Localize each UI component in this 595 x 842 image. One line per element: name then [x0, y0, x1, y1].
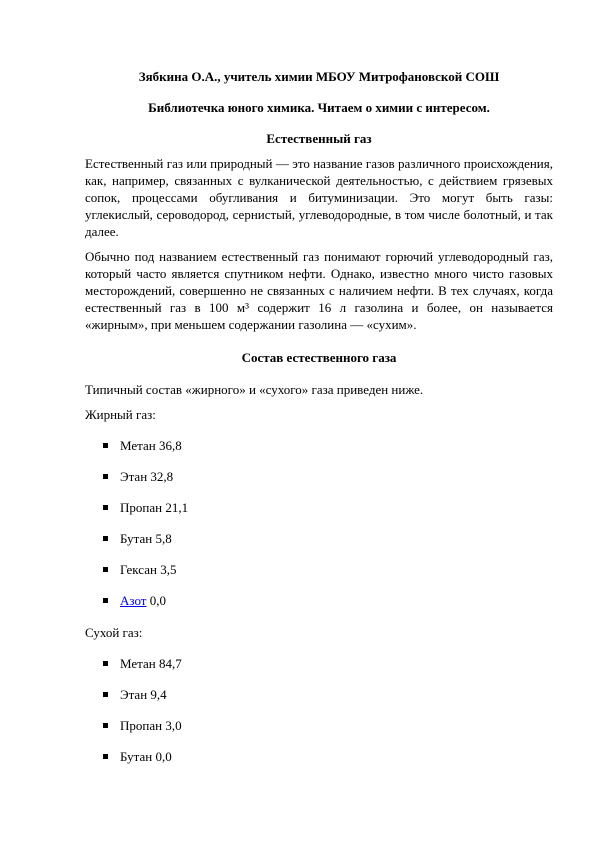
list-item	[103, 592, 166, 609]
composition-intro: Типичный состав «жирного» и «сухого» газа приведен ниже.	[85, 382, 424, 397]
item-name: Бутан	[120, 749, 153, 764]
section-heading: Состав естественного газа	[241, 350, 397, 365]
nitrogen-link[interactable]: Азот	[120, 593, 147, 608]
item-name: Этан	[120, 687, 148, 702]
list-item	[103, 499, 188, 516]
item-value: 3,5	[160, 562, 177, 577]
item-value: 5,8	[155, 531, 172, 546]
item-name: Метан	[120, 438, 156, 453]
list-item	[103, 717, 182, 734]
item-value: 3,0	[165, 718, 182, 733]
item-value: 84,7	[158, 656, 182, 671]
list-item	[103, 561, 176, 578]
item-name: Бутан	[120, 531, 153, 546]
item-value: 9,4	[150, 687, 167, 702]
author-line: Зябкина О.А., учитель химии МБОУ Митрофановской СОШ	[138, 69, 500, 84]
item-value: 0,0	[149, 593, 166, 608]
list-item	[103, 437, 182, 454]
square-bullet-icon	[103, 598, 108, 603]
list-item	[103, 468, 173, 485]
square-bullet-icon	[103, 661, 108, 666]
item-name: Пропан	[120, 718, 163, 733]
square-bullet-icon	[103, 536, 108, 541]
item-name: Метан	[120, 656, 156, 671]
paragraph-2: Обычно под названием естественный газ понимают горючий углеводородный газ, который часто является спутником нефти. Однако, известно много чисто газовых месторождений, совершенно не связанных с наличием нефти. В тех случаях, когда естественный газ в 100 м³ содержит 16 л газолина и более, он называется «жирным», при меньшем содержании газолина — «сухим».	[85, 249, 553, 332]
list-item	[103, 686, 167, 703]
fat-gas-label: Жирный газ:	[85, 407, 156, 422]
paragraph-1: Естественный газ или природный — это название газов различного происхождения, как, например, связанных с вулканической деятельностью, с действием грязевых сопок, процессами обугливания и битуминизации. Это могут быть газы: углекислый, сероводород, сернистый, углеводородные, в том числе болотный, и так далее.	[85, 156, 553, 239]
item-value: 21,1	[165, 500, 189, 515]
list-item	[103, 748, 172, 765]
item-value: 0,0	[155, 749, 172, 764]
square-bullet-icon	[103, 567, 108, 572]
square-bullet-icon	[103, 692, 108, 697]
square-bullet-icon	[103, 754, 108, 759]
item-value: 36,8	[158, 438, 182, 453]
item-name: Гексан	[120, 562, 157, 577]
square-bullet-icon	[103, 723, 108, 728]
square-bullet-icon	[103, 505, 108, 510]
item-name: Пропан	[120, 500, 163, 515]
page-title: Естественный газ	[266, 131, 372, 146]
list-item	[103, 655, 182, 672]
dry-gas-label: Сухой газ:	[85, 625, 143, 640]
series-title: Библиотечка юного химика. Читаем о химии с интересом.	[148, 100, 490, 115]
item-name: Этан	[120, 469, 148, 484]
square-bullet-icon	[103, 474, 108, 479]
list-item	[103, 530, 172, 547]
item-value: 32,8	[150, 469, 174, 484]
square-bullet-icon	[103, 443, 108, 448]
